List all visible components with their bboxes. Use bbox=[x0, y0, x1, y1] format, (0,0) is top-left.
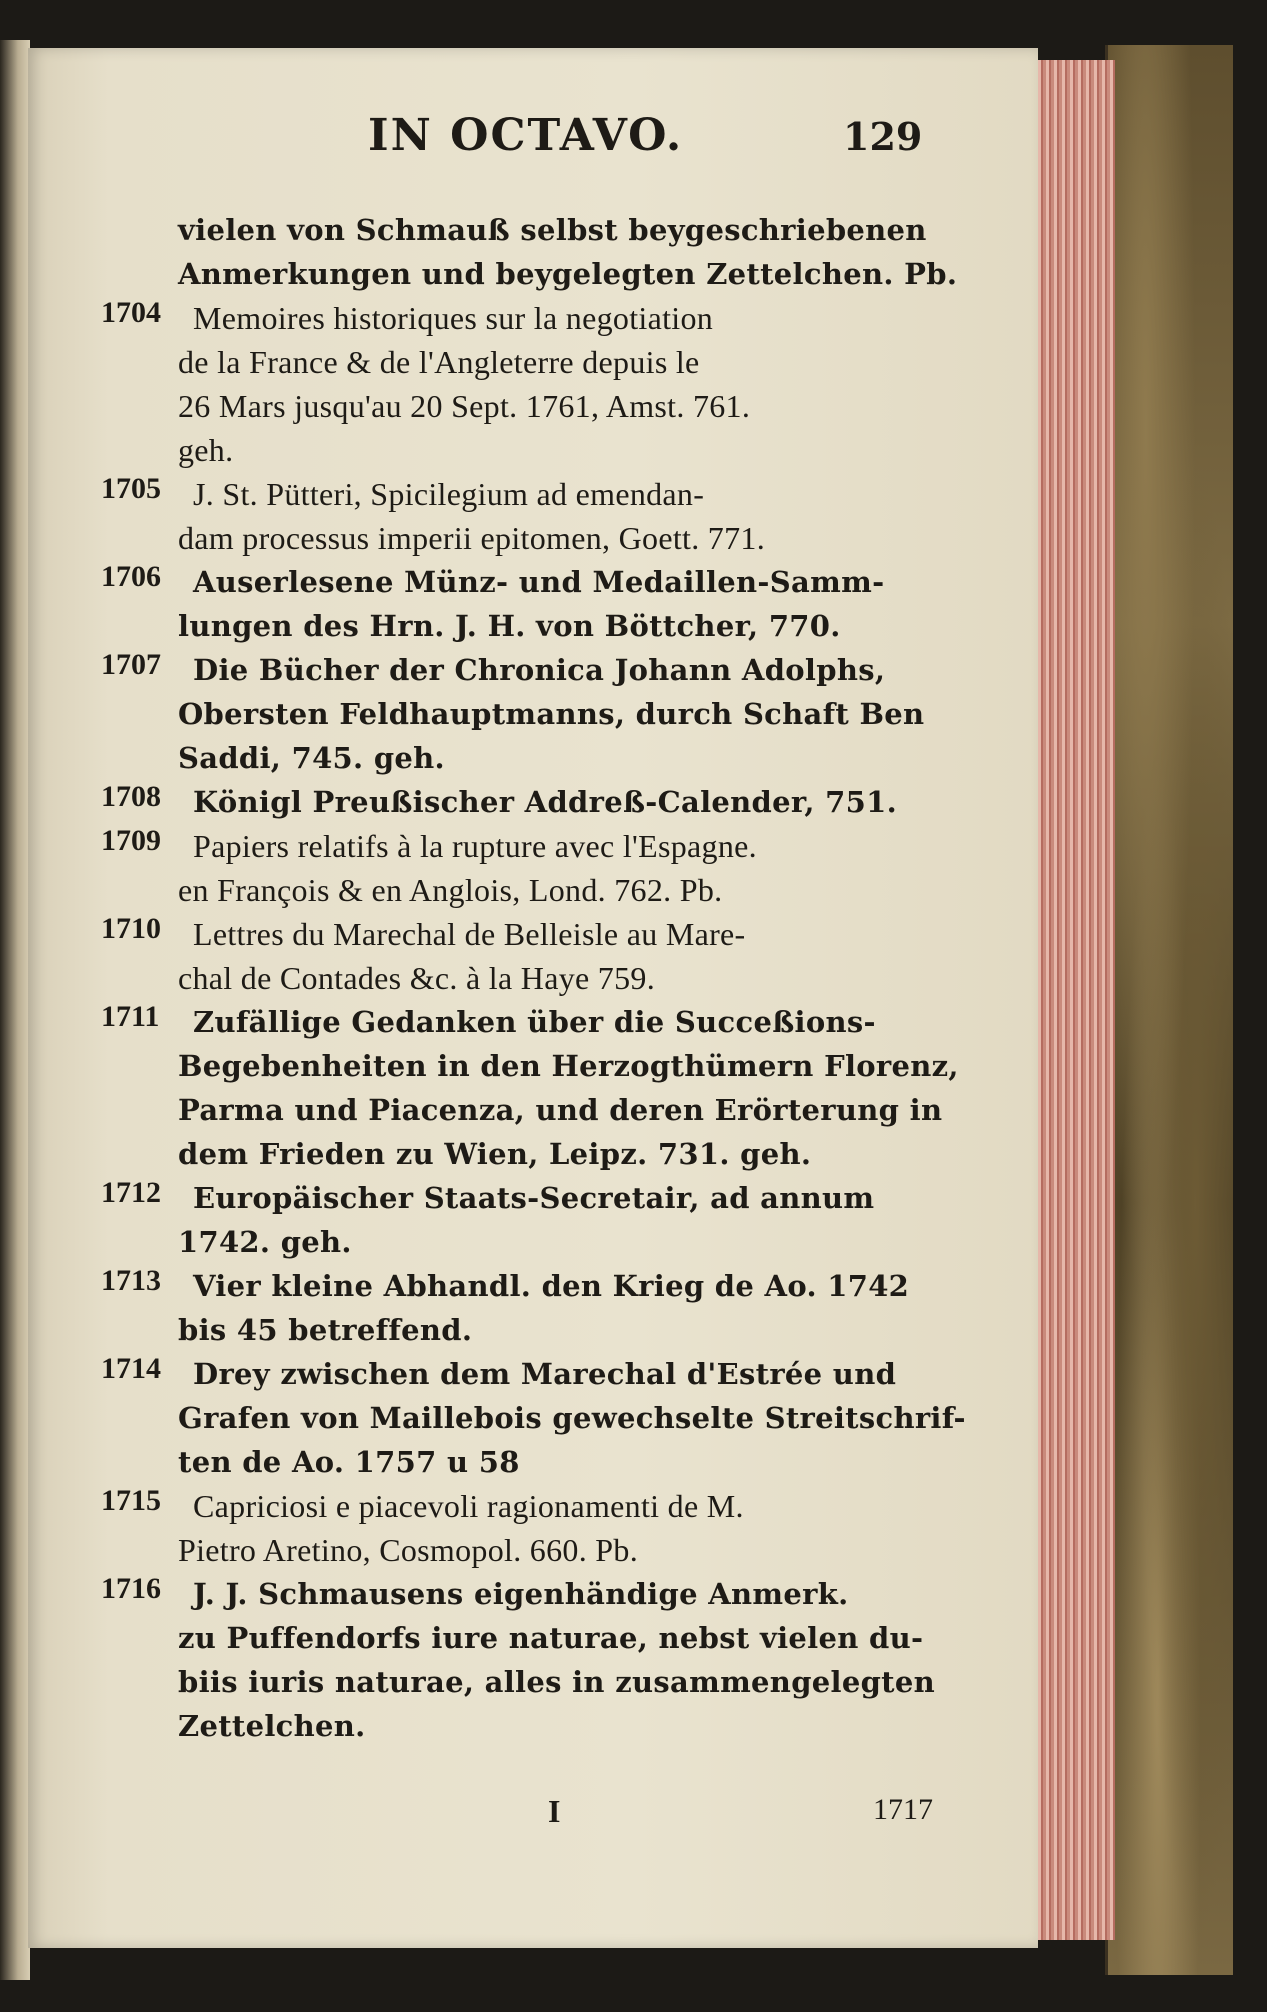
entry-line: J. St. Pütteri, Spicilegium ad emendan- bbox=[193, 476, 705, 512]
catalog-entry bbox=[101, 1264, 963, 1352]
entry-line: Europäischer Staats-Secretair, ad annum bbox=[193, 1181, 875, 1215]
entry-number: 1715 bbox=[101, 1484, 161, 1517]
catchword: 1717 bbox=[873, 1793, 933, 1826]
entry-line: Drey zwischen dem Marechal d'Estrée und bbox=[193, 1357, 897, 1391]
entry-number: 1708 bbox=[101, 780, 161, 813]
entry-line: Capriciosi e piacevoli ragionamenti de M. bbox=[193, 1488, 744, 1524]
entry-number: 1711 bbox=[101, 1000, 160, 1033]
entry-line: Zettelchen. bbox=[178, 1709, 366, 1743]
catalog-entry bbox=[101, 1484, 963, 1572]
entry-number: 1713 bbox=[101, 1264, 161, 1297]
catalog-entry bbox=[101, 472, 963, 560]
catalog-entry bbox=[101, 1572, 963, 1748]
entry-line: Memoires historiques sur la negotiation bbox=[193, 300, 714, 336]
catalog-entry bbox=[101, 560, 963, 648]
entry-line: en François & en Anglois, Lond. 762. Pb. bbox=[178, 872, 723, 908]
facing-page-edge bbox=[0, 40, 30, 1980]
page-number: 129 bbox=[843, 114, 923, 159]
entry-number: 1714 bbox=[101, 1352, 161, 1385]
entry-line: Papiers relatifs à la rupture avec l'Espagne. bbox=[193, 828, 757, 864]
entry-number: 1705 bbox=[101, 472, 161, 505]
entry-line: Lettres du Marechal de Belleisle au Mare- bbox=[193, 916, 746, 952]
entry-line: Saddi, 745. geh. bbox=[178, 741, 445, 775]
entry-line: lungen des Hrn. J. H. von Böttcher, 770. bbox=[178, 609, 841, 643]
entry-line: Pietro Aretino, Cosmopol. 660. Pb. bbox=[178, 1532, 638, 1568]
entry-line: chal de Contades &c. à la Haye 759. bbox=[178, 960, 655, 996]
catalog-entry bbox=[101, 824, 963, 912]
entry-line: Obersten Feldhauptmanns, durch Schaft Ben bbox=[178, 697, 925, 731]
catalog-entry bbox=[101, 648, 963, 780]
catalog-entry bbox=[101, 912, 963, 1000]
entry-line: Zufällige Gedanken über die Succeßions- bbox=[193, 1005, 876, 1039]
catalog-entry bbox=[101, 780, 963, 824]
entry-line: dam processus imperii epitomen, Goett. 771. bbox=[178, 520, 766, 556]
entry-number: 1710 bbox=[101, 912, 161, 945]
page-footer bbox=[28, 1793, 1038, 1843]
entry-line: Parma und Piacenza, und deren Erörterung in bbox=[178, 1093, 943, 1127]
entry-line: Auserlesene Münz- und Medaillen-Samm- bbox=[193, 565, 885, 599]
entry-line: Anmerkungen und beygelegten Zettelchen. Pb. bbox=[178, 257, 958, 291]
catalog-entry bbox=[143, 208, 963, 296]
catalog-entry bbox=[101, 296, 963, 472]
page-header bbox=[28, 110, 1038, 170]
entry-line: ten de Ao. 1757 u 58 bbox=[178, 1445, 520, 1479]
red-page-edges bbox=[1035, 60, 1115, 1940]
catalog-entry bbox=[101, 1000, 963, 1176]
entry-line: Grafen von Maillebois gewechselte Streitschrif- bbox=[178, 1401, 966, 1435]
entry-line: geh. bbox=[178, 432, 234, 468]
entry-line: Begebenheiten in den Herzogthümern Florenz, bbox=[178, 1049, 959, 1083]
signature-mark: I bbox=[548, 1793, 561, 1829]
entry-line: Königl Preußischer Addreß-Calender, 751. bbox=[193, 785, 897, 819]
entry-line: Vier kleine Abhandl. den Krieg de Ao. 1742 bbox=[193, 1269, 910, 1303]
catalog-entries bbox=[101, 208, 966, 1748]
entry-line: zu Puffendorfs iure naturae, nebst vielen du- bbox=[178, 1621, 924, 1655]
entry-line: 26 Mars jusqu'au 20 Sept. 1761, Amst. 761. bbox=[178, 388, 751, 424]
catalog-entry bbox=[101, 1352, 966, 1484]
entry-line: dem Frieden zu Wien, Leipz. 731. geh. bbox=[178, 1137, 812, 1171]
entry-line: Die Bücher der Chronica Johann Adolphs, bbox=[193, 653, 886, 687]
entry-line: bis 45 betreffend. bbox=[178, 1313, 473, 1347]
marbled-cover bbox=[1105, 45, 1233, 1975]
entry-line: biis iuris naturae, alles in zusammengelegten bbox=[178, 1665, 935, 1699]
entry-number: 1704 bbox=[101, 296, 161, 329]
entry-number: 1709 bbox=[101, 824, 161, 857]
entry-number: 1716 bbox=[101, 1572, 161, 1605]
entry-number: 1712 bbox=[101, 1176, 161, 1209]
running-title: IN OCTAVO. bbox=[368, 110, 684, 161]
catalog-entry bbox=[101, 1176, 963, 1264]
entry-line: vielen von Schmauß selbst beygeschriebenen bbox=[178, 213, 927, 247]
entry-number: 1706 bbox=[101, 560, 161, 593]
book-page bbox=[28, 48, 1038, 1948]
entry-number: 1707 bbox=[101, 648, 161, 681]
entry-line: de la France & de l'Angleterre depuis le bbox=[178, 344, 700, 380]
entry-line: 1742. geh. bbox=[178, 1225, 352, 1259]
entry-line: J. J. Schmausens eigenhändige Anmerk. bbox=[193, 1577, 849, 1611]
